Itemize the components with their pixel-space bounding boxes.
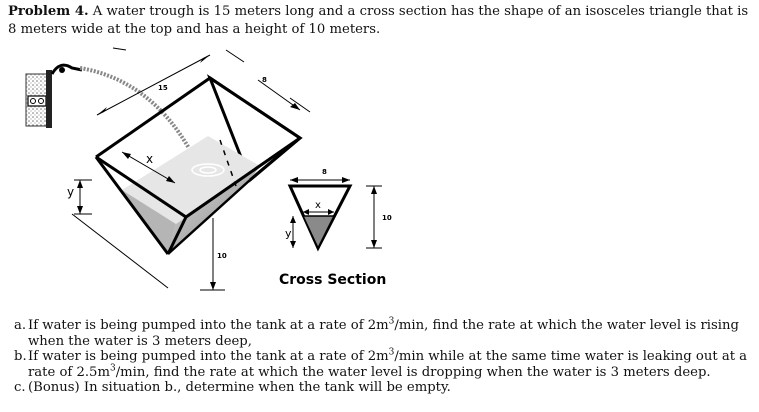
problem-label: Problem 4.: [8, 4, 89, 19]
question-parts: [14, 318, 749, 396]
part-c-text: (Bonus) In situation b., determine when the tank will be empty.: [28, 380, 451, 395]
label-height-main: 10: [217, 252, 227, 260]
label-cs-width: 8: [322, 168, 327, 176]
part-a-marker: a.: [14, 318, 27, 333]
y-dimension-main: [74, 180, 92, 214]
length-dimension: [97, 48, 210, 115]
label-length: 15: [158, 84, 168, 92]
part-b-sup2: 3: [109, 363, 116, 374]
label-width-top: 8: [262, 76, 267, 84]
part-c-marker: c.: [14, 380, 26, 395]
label-x-main: x: [146, 152, 154, 166]
label-cs-y: y: [285, 227, 292, 240]
part-a: [14, 318, 749, 349]
problem-statement: [8, 3, 753, 39]
cross-section-diagram: [290, 177, 382, 248]
part-b-text-pre: If water is being pumped into the tank at a rate of 2m: [28, 349, 389, 364]
pump-icon: [26, 65, 82, 128]
trough-body: [96, 78, 300, 254]
part-b-text-post: /min, find the rate at which the water level is dropping when the water is 3 meters deep.: [115, 364, 711, 380]
part-b: [14, 349, 749, 380]
problem-text: A water trough is 15 meters long and a cross section has the shape of an isosceles triangle that is 8 meters wide at the top and has a height of 10 meters.: [8, 4, 749, 37]
part-c: [14, 380, 749, 396]
part-a-text-pre: If water is being pumped into the tank at a rate of 2m: [28, 318, 389, 333]
part-a-sup: 3: [388, 316, 395, 327]
trough-figure: [0, 40, 759, 310]
part-b-sup: 3: [388, 347, 395, 358]
label-y-main: y: [67, 185, 75, 199]
part-a-text-post: /min, find the rate at which the water level is rising when the water is 3 meters deep,: [28, 318, 739, 349]
cross-section-caption: Cross Section: [279, 272, 387, 288]
part-b-marker: b.: [14, 349, 27, 364]
label-cs-x: x: [315, 200, 321, 211]
part-b-text-mid: /min while at the same time water is leaking out at a rate of 2.5m: [28, 349, 748, 380]
label-cs-height: 10: [382, 214, 392, 222]
